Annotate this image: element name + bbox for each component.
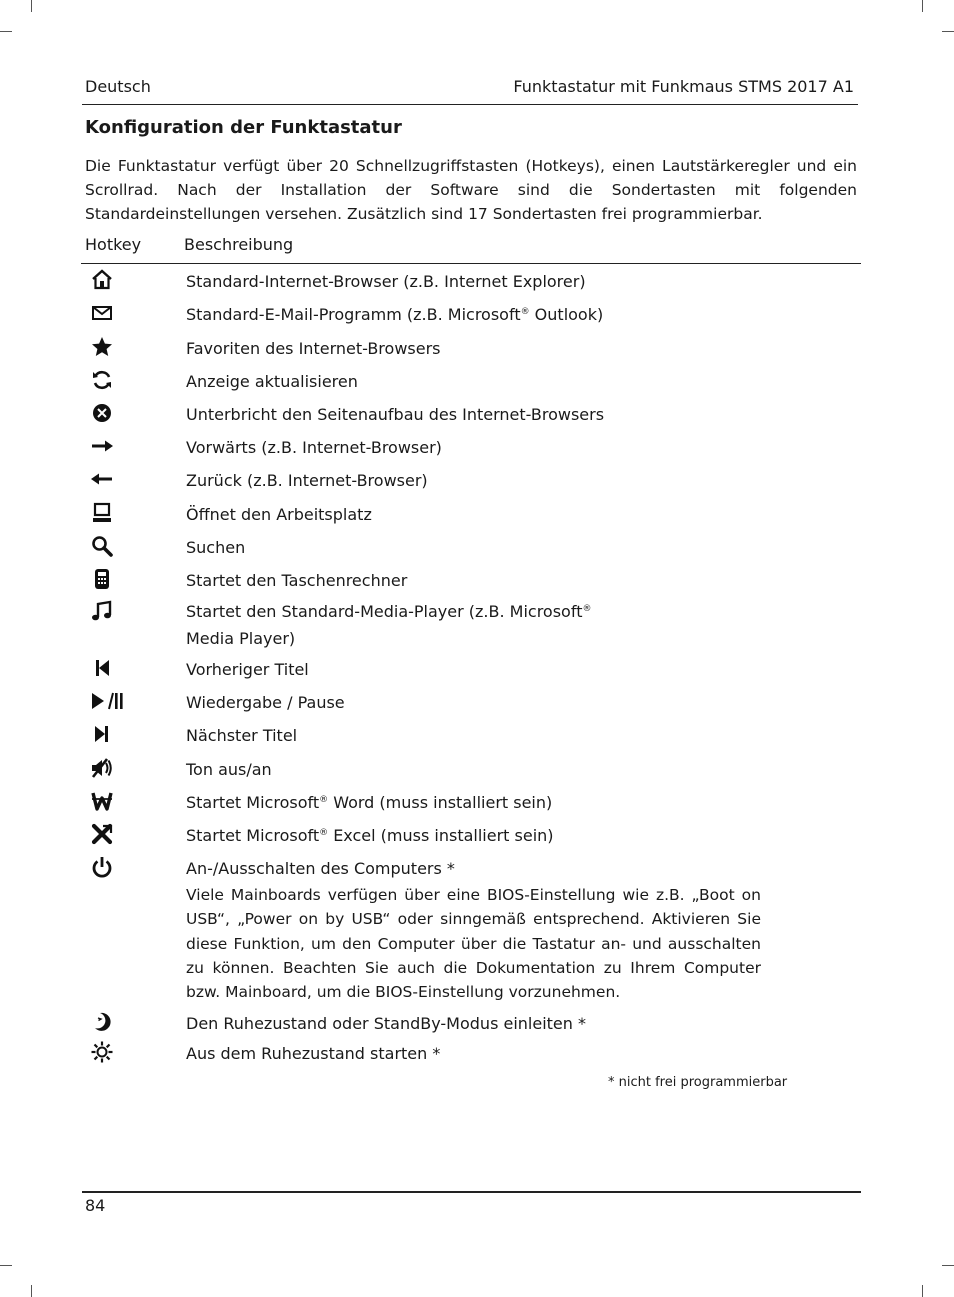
row-description [186,824,554,848]
crop-mark [0,1265,12,1266]
row-description: Vorheriger Titel [186,660,309,679]
row-description: Favoriten des Internet-Browsers [186,339,441,358]
registered-mark: ® [319,795,329,805]
previous-track-icon [90,656,114,680]
refresh-icon [90,368,114,392]
footnote: * nicht frei programmierbar [608,1075,788,1090]
row-description: Startet den Taschenrechner [186,571,408,590]
row-description [186,598,626,652]
mute-icon [90,756,114,780]
row-description: Vorwärts (z.B. Internet-Browser) [186,438,442,457]
desc-text: Standard-E-Mail-Programm (z.B. Microsoft [186,305,521,324]
row-description: Den Ruhezustand oder StandBy-Modus einleiten * [186,1014,586,1033]
power-icon [90,855,114,879]
crop-mark [0,31,12,32]
star-icon [90,335,114,359]
section-title: Konfiguration der Funktastatur [85,117,402,138]
header-product-title: Funktastatur mit Funkmaus STMS 2017 A1 [513,77,854,96]
desc-text: Excel (muss installiert sein) [328,826,554,845]
table-header-divider [81,263,861,264]
home-icon [90,268,114,292]
desc-text: Startet Microsoft [186,826,320,845]
word-icon [90,789,114,813]
music-note-icon [90,599,114,623]
sleep-icon [90,1010,114,1034]
desc-text: Startet Microsoft [186,793,320,812]
computer-icon [90,501,114,525]
registered-mark: ® [582,604,592,614]
mail-icon [90,301,114,325]
desc-text: Media Player) [186,629,296,648]
row-description: Zurück (z.B. Internet-Browser) [186,471,428,490]
footer-divider [82,1191,861,1193]
arrow-left-icon [90,467,114,491]
next-track-icon [90,722,114,746]
row-description [186,791,552,815]
desc-text: Word (muss installiert sein) [328,793,553,812]
calculator-icon [90,567,114,591]
column-header-description: Beschreibung [184,235,294,254]
row-description: An-/Ausschalten des Computers * [186,859,455,878]
desc-text: Outlook) [529,305,604,324]
row-description: Suchen [186,538,246,557]
crop-mark [31,1285,32,1297]
header-language: Deutsch [85,77,151,96]
registered-mark: ® [319,828,329,838]
crop-mark [922,0,923,12]
wake-icon [90,1040,114,1064]
row-description: Aus dem Ruhezustand starten * [186,1044,441,1063]
page-number: 84 [85,1196,106,1215]
crop-mark [922,1285,923,1297]
row-description: Ton aus/an [186,760,272,779]
excel-icon [90,822,114,846]
search-icon [90,534,114,558]
play-pause-icon [90,689,124,713]
row-description: Anzeige aktualisieren [186,372,358,391]
arrow-right-icon [90,434,114,458]
crop-mark [942,31,954,32]
row-description: Wiedergabe / Pause [186,693,345,712]
row-description [186,303,603,327]
bios-note: Viele Mainboards verfügen über eine BIOS-Einstellung wie z.B. „Boot on USB“, „Power on by USB“ oder sinngemäß entsprechend. Aktivieren Sie diese Funktion, um den Computer über die Tastatur an- und ausschalten zu können. Beachten Sie auch die Dokumentation zu Ihrem Computer bzw. Mainboard, um die BIOS-Einstellung vorzunehmen. [186,886,761,1002]
row-description: Öffnet den Arbeitsplatz [186,505,372,524]
row-description: Standard-Internet-Browser (z.B. Internet Explorer) [186,272,586,291]
crop-mark [942,1265,954,1266]
desc-text: Startet den Standard-Media-Player (z.B. Microsoft [186,602,583,621]
row-description: Nächster Titel [186,726,298,745]
column-header-hotkey: Hotkey [85,235,142,254]
header-divider [82,104,858,105]
intro-paragraph: Die Funktastatur verfügt über 20 Schnellzugriffstasten (Hotkeys), einen Lautstärkeregler und ein Scrollrad. Nach der Installation der Software sind die Sondertasten mit folgenden Standardeinstellungen versehen. Zusätzlich sind 17 Sondertasten frei programmierbar. [85,157,857,223]
crop-mark [31,0,32,12]
registered-mark: ® [520,307,530,317]
row-description: Unterbricht den Seitenaufbau des Internet-Browsers [186,405,605,424]
stop-icon [90,401,114,425]
